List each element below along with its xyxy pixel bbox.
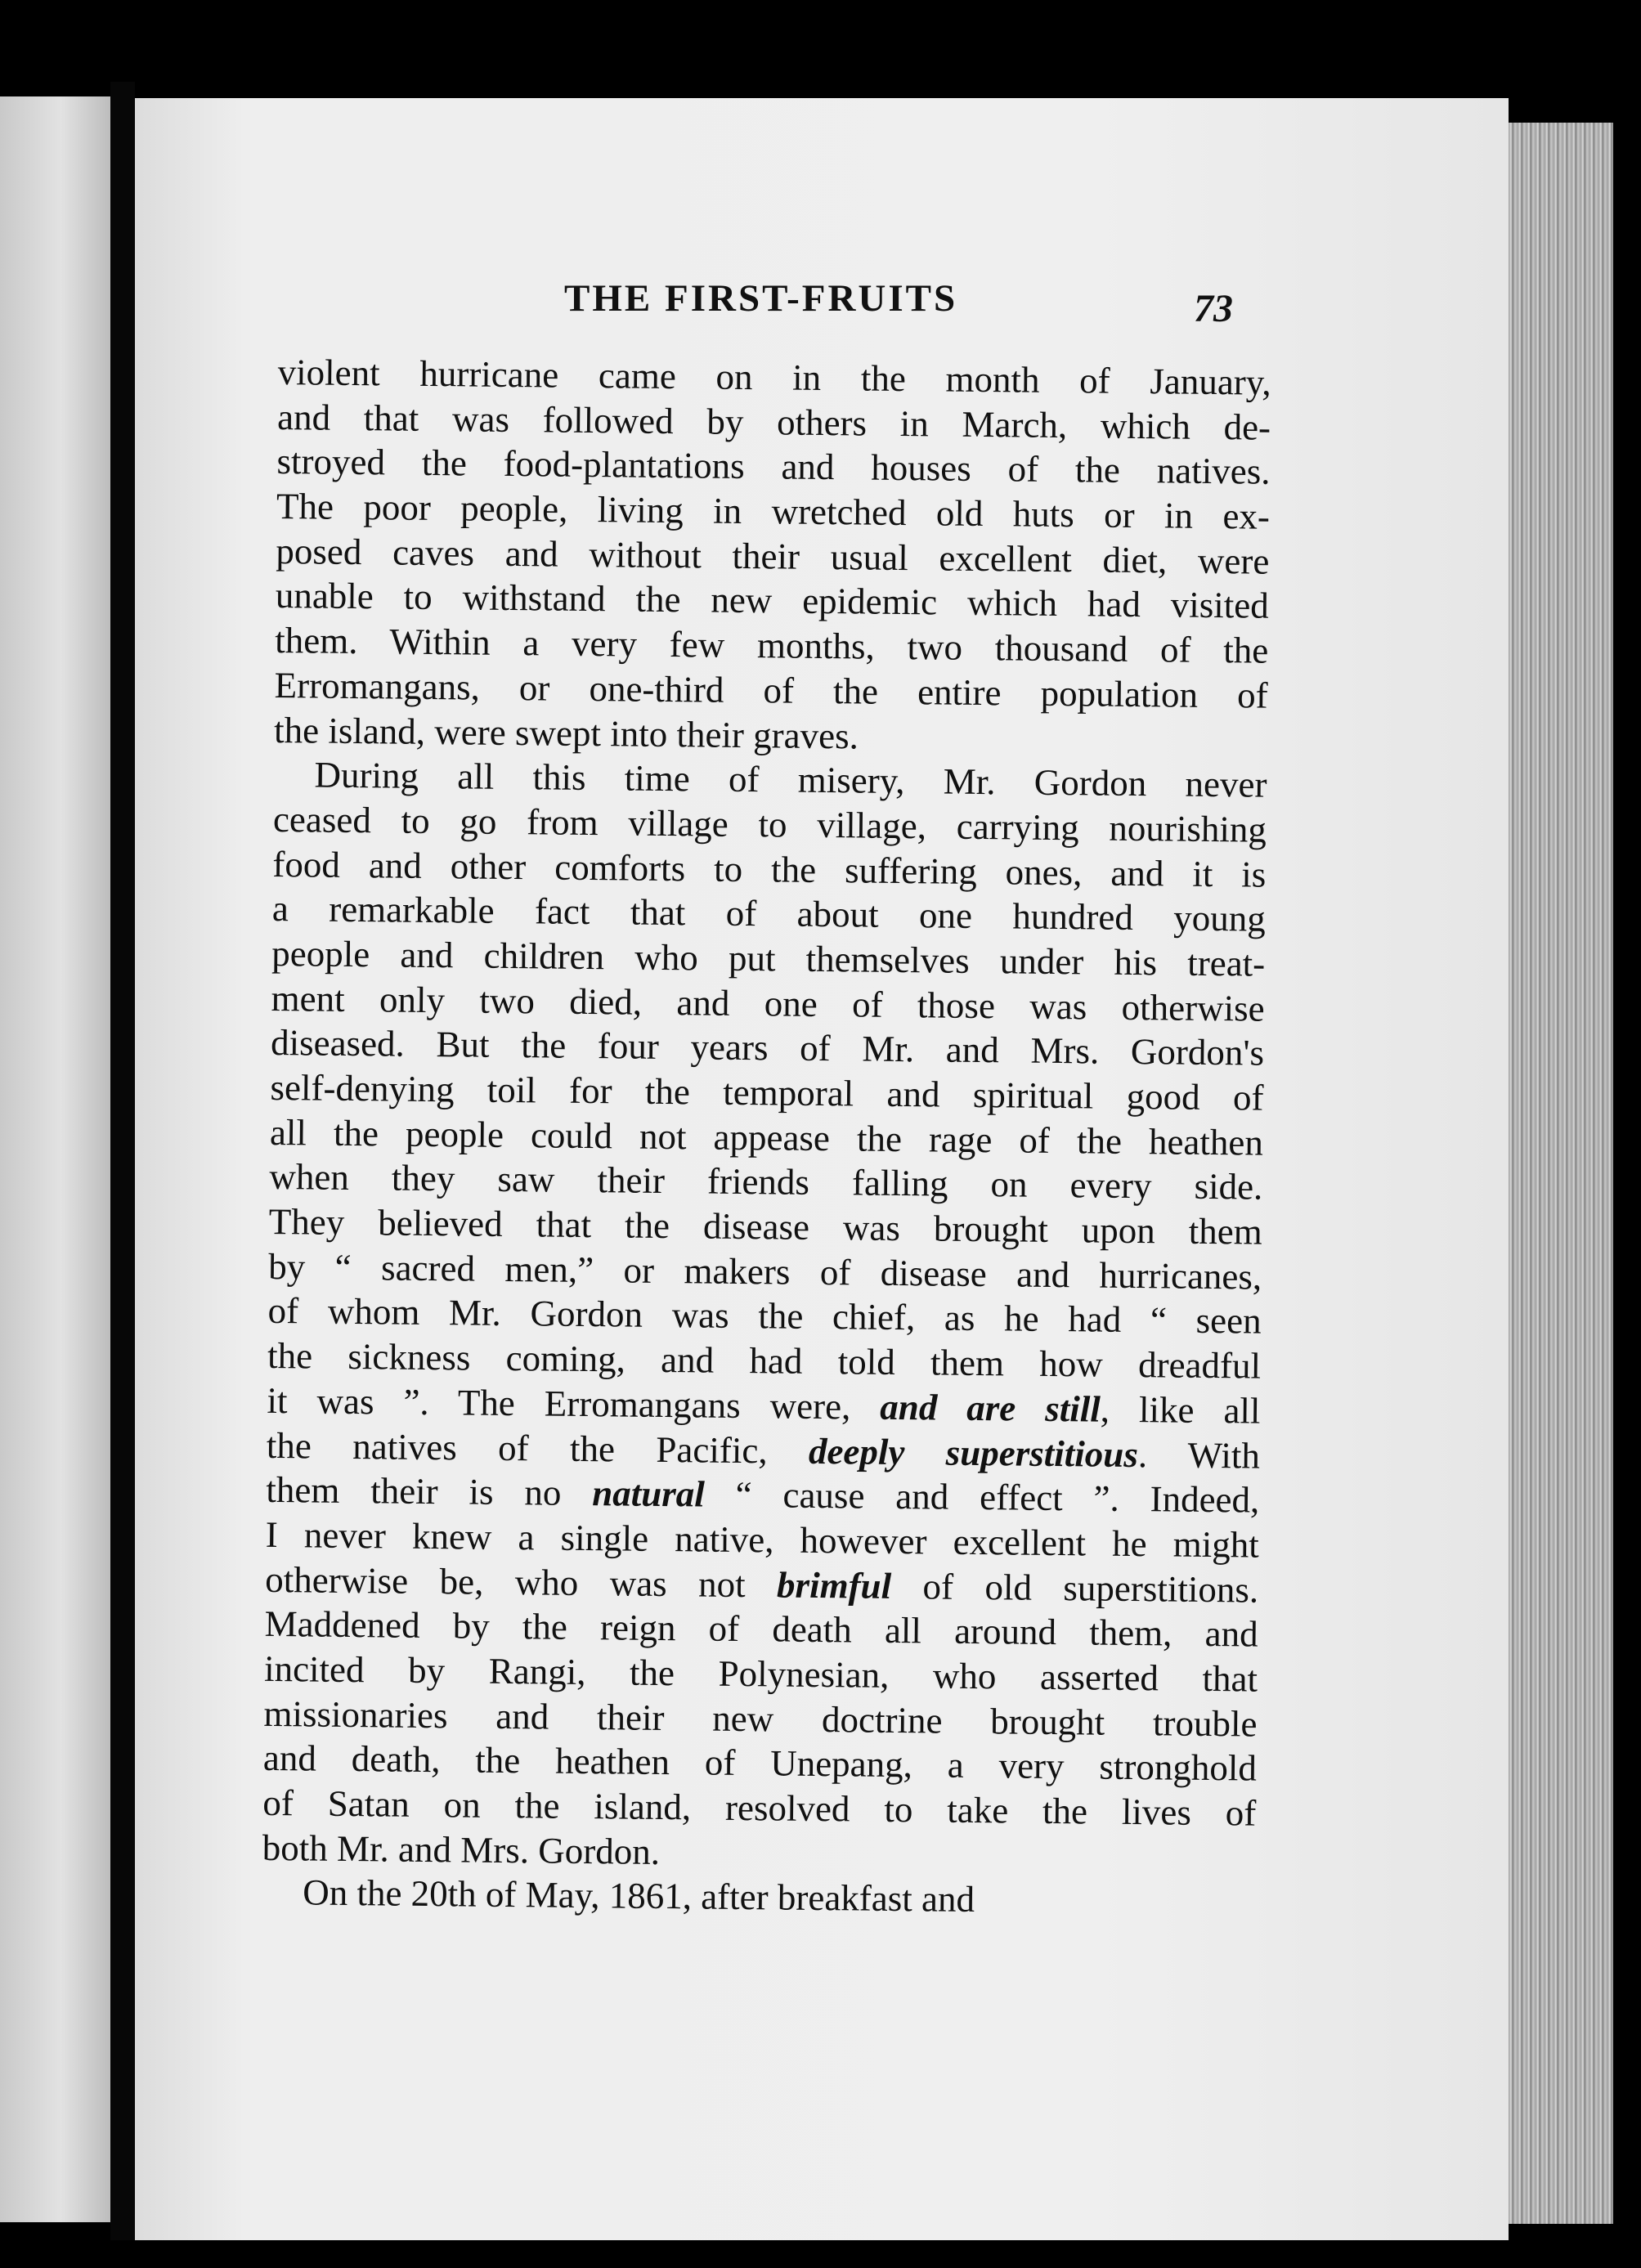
- text-segment: ment only two died, and one of those was otherwise: [271, 977, 1265, 1029]
- text-segment: posed caves and without their usual excellent diet, were: [276, 530, 1270, 582]
- text-segment: violent hurricane came on in the month of January,: [277, 351, 1271, 403]
- text-segment: The poor people, living in wretched old huts or in ex-: [276, 486, 1271, 537]
- page-edges-stack: [1509, 123, 1613, 2224]
- text-segment: of whom Mr. Gordon was the chief, as he had “ seen: [267, 1290, 1262, 1342]
- text-segment: food and other comforts to the suffering ones, and it is: [272, 843, 1267, 895]
- text-segment: them. Within a very few months, two thousand of the: [275, 620, 1269, 671]
- left-page-edge: [0, 96, 110, 2222]
- text-segment: when they saw their friends falling on every side.: [269, 1156, 1263, 1208]
- text-segment: and death, the heathen of Unepang, a very stronghold: [262, 1737, 1258, 1789]
- text-segment: it was ”. The Erromangans were,: [267, 1379, 881, 1428]
- italic-emphasis: deeply superstitious: [808, 1430, 1139, 1475]
- text-segment: otherwise be, who was not: [264, 1558, 778, 1606]
- text-segment: of old superstitions.: [890, 1565, 1259, 1611]
- text-segment: On the 20th of May, 1861, after breakfast and: [302, 1871, 975, 1921]
- text-segment: , like all: [1100, 1388, 1261, 1432]
- body-text: [262, 350, 1271, 1925]
- book-gutter: [110, 82, 135, 2240]
- italic-emphasis: and are still: [880, 1386, 1101, 1430]
- running-title: THE FIRST-FRUITS: [564, 277, 958, 320]
- italic-emphasis: brimful: [776, 1564, 892, 1607]
- text-segment: stroyed the food-plantations and houses of the natives.: [276, 441, 1271, 493]
- text-segment: by “ sacred men,” or makers of disease and hurricanes,: [268, 1245, 1262, 1298]
- text-segment: a remarkable fact that of about one hundred young: [271, 888, 1267, 939]
- text-segment: diseased. But the four years of Mr. and Mrs. Gordon's: [270, 1022, 1265, 1073]
- text-segment: the island, were swept into their graves.: [273, 709, 859, 756]
- text-segment: them their is no: [266, 1469, 593, 1514]
- text-segment: . With: [1137, 1433, 1261, 1477]
- text-segment: ceased to go from village to village, carrying nourishing: [272, 798, 1267, 850]
- text-segment: and that was followed by others in March, which de-: [276, 396, 1271, 448]
- italic-emphasis: natural: [592, 1472, 706, 1515]
- text-segment: people and children who put themselves under his treat-: [271, 932, 1266, 984]
- text-segment: the natives of the Pacific,: [266, 1424, 809, 1472]
- text-segment: of Satan on the island, resolved to take the lives of: [262, 1782, 1257, 1834]
- text-segment: During all this time of misery, Mr. Gordon never: [314, 754, 1267, 805]
- text-segment: all the people could not appease the rage of the heathen: [269, 1111, 1264, 1163]
- text-segment: self-denying toil for the temporal and spiritual good of: [270, 1066, 1264, 1118]
- text-segment: Maddened by the reign of death all around them, and: [264, 1603, 1258, 1655]
- text-segment: missionaries and their new doctrine brought trouble: [263, 1692, 1258, 1745]
- text-segment: I never knew a single native, however excellent he might: [265, 1513, 1260, 1566]
- text-segment: incited by Rangi, the Polynesian, who asserted that: [263, 1647, 1258, 1700]
- text-segment: They believed that the disease was brought upon them: [268, 1201, 1263, 1253]
- text-segment: “ cause and effect ”. Indeed,: [704, 1473, 1260, 1521]
- page-number: 73: [1194, 287, 1233, 330]
- text-segment: the sickness coming, and had told them how dreadful: [267, 1335, 1262, 1387]
- text-segment: Erromangans, or one-third of the entire population of: [274, 664, 1268, 716]
- text-segment: unable to withstand the new epidemic which had visited: [275, 575, 1270, 627]
- text-segment: both Mr. and Mrs. Gordon.: [262, 1827, 661, 1872]
